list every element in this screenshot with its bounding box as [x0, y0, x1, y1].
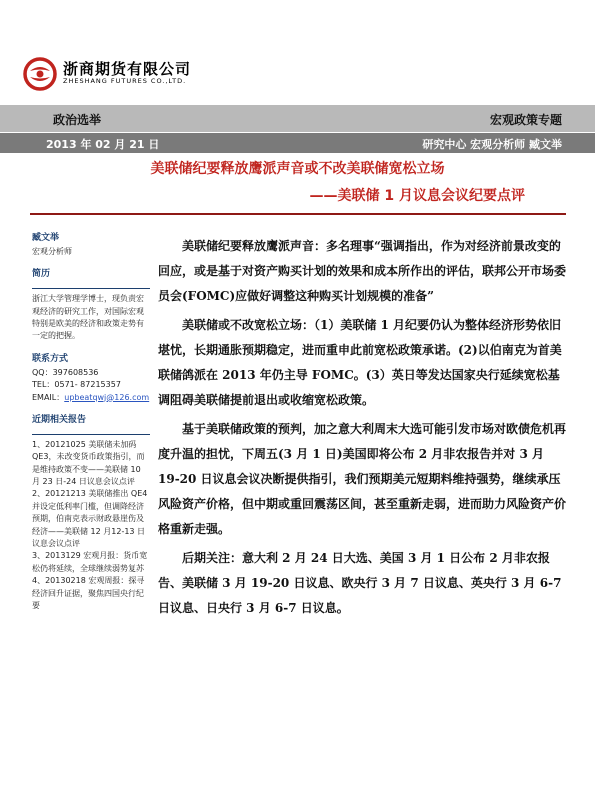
sidebar-divider [32, 434, 150, 435]
company-name-en: ZHESHANG FUTURES CO.,LTD. [63, 77, 187, 85]
paragraph-watch: 后期关注：意大利 2 月 24 日大选、美国 3 月 1 日公布 2 月非农报告、美联储 3 月 19-20 日议息、欧央行 3 月 7 日议息、英央行 3 月 6-7 日议息、日央行 3 月 6-7 日议息。 [158, 551, 562, 615]
author-role: 宏观分析师 [32, 246, 72, 256]
email-label: EMAIL： [32, 392, 65, 402]
report-title: 美联储纪要释放鹰派声音或不改美联储宽松立场 [150, 161, 445, 177]
reports-heading: 近期相关报告 [32, 414, 87, 425]
report-item: 3、2013129 宏观月报：货币宽松仍将延续，全球继续弱势复苏 [32, 551, 148, 573]
contact-qq: QQ：397608536 [32, 367, 99, 377]
report-date: 2013 年 02 月 21 日 [46, 138, 160, 151]
category-band [0, 105, 595, 132]
sidebar [32, 232, 150, 612]
paragraph-hawkish: 美联储纪要释放鹰派声音：多名理事“强调指出，作为对经济前景改变的回应，或是基于对资产购买计划的效果和成本所作出的评估，联邦公开市场委员会(FOMC)应做好调整这种购买计划规模的准备” [158, 239, 567, 303]
title-divider [30, 213, 566, 215]
report-item: 2、20121213 美联储推出 QE4并设定低利率门槛，但调降经济预期，伯南克表示财政悬崖伤及经济——美联储 12 月12-13 日议息会议点评 [32, 489, 148, 548]
contact-heading: 联系方式 [32, 353, 69, 364]
report-item: 1、20121025 美联储未加码QE3，未改变货币政策指引，而是维持政策不变——美联储 10 月 23 日-24 日议息会议点评 [32, 439, 145, 487]
author-name: 臧文举 [32, 233, 60, 243]
bio-text: 浙江大学管理学博士，现负责宏观经济的研究工作，对国际宏观特别是欧美的经济和政策走势有一定的把握。 [32, 294, 144, 341]
contact-tel: TEL：0571- 87215357 [32, 380, 121, 390]
company-name-cn: 浙商期货有限公司 [63, 60, 192, 78]
report-subtitle: ——美联储 1 月议息会议纪要点评 [309, 188, 525, 204]
main-body [158, 234, 568, 625]
company-logo [23, 55, 353, 105]
zheshang-logo-icon [23, 57, 57, 91]
category-left: 政治选举 [53, 113, 102, 127]
category-right: 宏观政策专题 [489, 113, 562, 127]
sidebar-divider [32, 288, 150, 289]
date-band [0, 133, 595, 153]
author-line: 研究中心 宏观分析师 臧文举 [422, 138, 562, 151]
bio-heading: 简历 [32, 269, 51, 280]
contact-email [32, 392, 150, 404]
paragraph-stance: 美联储或不改宽松立场：（1）美联储 1 月纪要仍认为整体经济形势依旧堪忧，长期通胀预期稳定，进而重申此前宽松政策承诺。(2)以伯南克为首美联储鸽派在 2013 年仍主导 FOMC。(3）英日等发达国家央行延续宽松基调阻碍美联储提前退出或收缩宽松政策。 [158, 318, 562, 407]
email-link[interactable]: upbeatqwj@126.com [64, 392, 150, 402]
paragraph-outlook: 基于美联储政策的预判，加之意大利周末大选可能引发市场对欧债危机再度升温的担忧，下周五(3 月 1 日)美国即将公布 2 月非农报告并对 3 月 19-20 日议息会议决断提供指引，我们预期美元短期料维持强势，继续承压风险资产价格，但中期或重回震荡区间，甚至重新走弱，进而助力风险资产价格重新走强。 [158, 422, 567, 536]
report-item: 4、20130218 宏观周报：探寻经济回升证据，聚焦四国央行纪要 [32, 576, 145, 610]
